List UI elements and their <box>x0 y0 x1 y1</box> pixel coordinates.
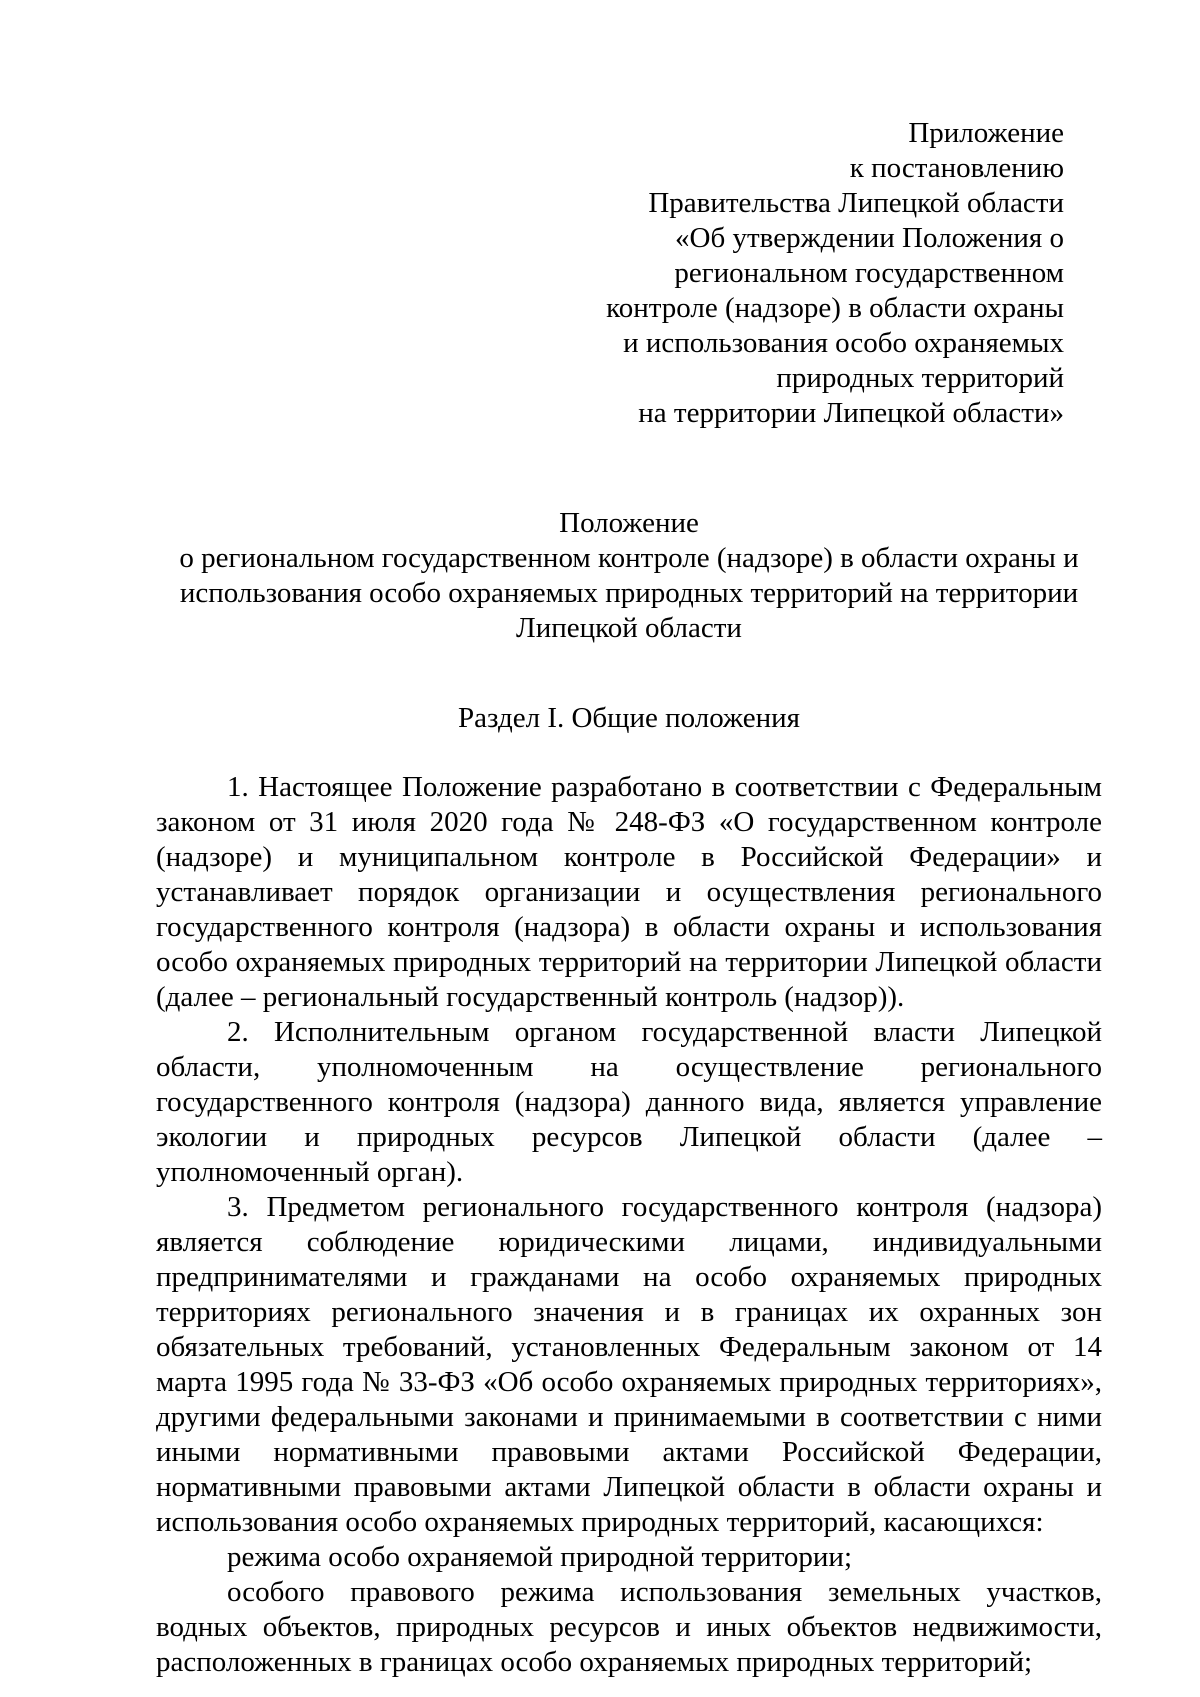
appendix-line: на территории Липецкой области» <box>638 397 1064 429</box>
document-body <box>156 770 1102 1680</box>
appendix-line: Правительства Липецкой области <box>648 187 1064 219</box>
paragraph-item-1: режима особо охраняемой природной территории; <box>227 1541 853 1573</box>
appendix-block <box>604 116 1064 431</box>
appendix-line: региональном государственном <box>674 257 1064 289</box>
section-heading: Раздел I. Общие положения <box>458 702 800 734</box>
appendix-line: и использования особо охраняемых <box>623 327 1064 359</box>
appendix-line: Приложение <box>908 117 1064 149</box>
title-line: Липецкой области <box>516 612 742 644</box>
appendix-line: «Об утверждении Положения о <box>675 222 1064 254</box>
document-title <box>156 506 1102 646</box>
paragraph-item-2: особого правового режима использования земельных участков, водных объектов, природных ресурсов и иных объектов недвижимости, расположенных в границах особо охраняемых природных территорий; <box>156 1576 1102 1678</box>
title-line: Положение <box>559 507 699 539</box>
paragraph-1: 1. Настоящее Положение разработано в соответствии с Федеральным законом от 31 июля 2020 года № 248-ФЗ «О государственном контроле (надзоре) и муниципальном контроле в Российской Федерации» и устанавливает порядок организации и осуществления регионального государственного контроля (надзора) в области охраны и использования особо охраняемых природных территорий на территории Липецкой области (далее – региональный государственный контроль (надзор)). <box>156 771 1102 1013</box>
paragraph-3: 3. Предметом регионального государственного контроля (надзора) является соблюдение юридическими лицами, индивидуальными предпринимателями и гражданами на особо охраняемых природных территориях регионального значения и в границах их охранных зон обязательных требований, установленных Федеральным законом от 14 марта 1995 года № 33-ФЗ «Об особо охраняемых природных территориях», другими федеральными законами и принимаемыми в соответствии с ними иными нормативными правовыми актами Российской Федерации, нормативными правовыми актами Липецкой области в области охраны и использования особо охраняемых природных территорий, касающихся: <box>156 1191 1102 1538</box>
paragraph-2: 2. Исполнительным органом государственной власти Липецкой области, уполномоченным на осуществление регионального государственного контроля (надзора) данного вида, является управление экологии и природных ресурсов Липецкой области (далее – уполномоченный орган). <box>156 1016 1102 1188</box>
appendix-line: контроле (надзоре) в области охраны <box>606 292 1064 324</box>
appendix-line: природных территорий <box>776 362 1064 394</box>
appendix-line: к постановлению <box>849 152 1064 184</box>
title-line: использования особо охраняемых природных территорий на территории <box>179 577 1079 609</box>
title-line: о региональном государственном контроле (надзоре) в области охраны и <box>179 542 1079 574</box>
